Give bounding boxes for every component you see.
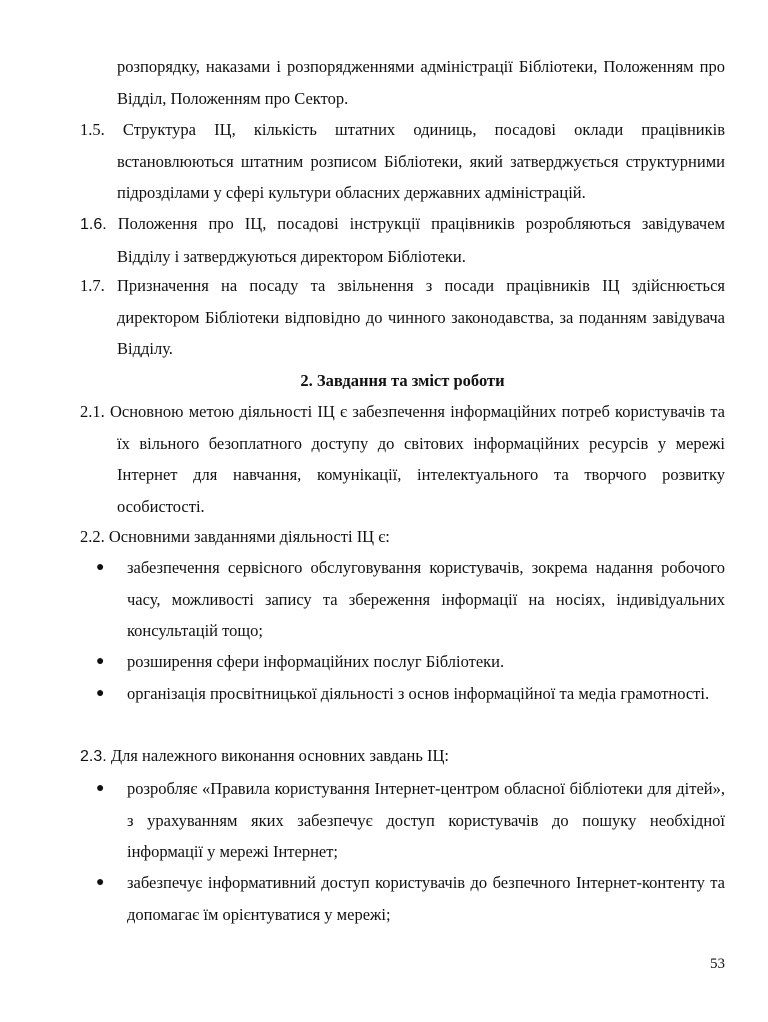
list-item-text: забезпечує інформативний доступ користувачів до безпечного Інтернет-контенту та допомагає їм орієнтуватися у мережі; xyxy=(127,873,725,924)
paragraph-2-1: 2.1. Основною метою діяльності ІЦ є забезпечення інформаційних потреб користувачів та їх вільного безоплатного доступу до світових інформаційних ресурсів у мережі Інтернет для навчання, комунікації, інтелектуального та творчого розвитку особистості. xyxy=(80,402,725,516)
paragraph-2-3-text: Для належного виконання основних завдань ІЦ: xyxy=(110,746,449,765)
paragraph-2-2: 2.2. Основними завданнями діяльності ІЦ є: xyxy=(80,527,390,546)
list-item xyxy=(96,552,725,647)
bullet-icon: ● xyxy=(96,875,105,890)
paragraph-intro: розпорядку, наказами і розпорядженнями адміністрації Бібліотеки, Положенням про Відділ, Положенням про Сектор. xyxy=(117,57,725,108)
list-item xyxy=(96,867,725,930)
list-item xyxy=(96,646,725,678)
section-2-heading: 2. Завдання та зміст роботи xyxy=(300,371,505,390)
bullet-icon: ● xyxy=(96,560,105,575)
list-item-text: організація просвітницької діяльності з основ інформаційної та медіа грамотності. xyxy=(127,684,710,703)
paragraph-2-3 xyxy=(80,740,725,773)
paragraph-2-3-number: 2.3. xyxy=(80,748,107,765)
list-item-text: розширення сфери інформаційних послуг Бібліотеки. xyxy=(127,652,505,671)
page-number: 53 xyxy=(710,956,725,972)
bullet-icon: ● xyxy=(96,654,105,669)
list-item-text: забезпечення сервісного обслуговування користувачів, зокрема надання робочого часу, можливості запису та збереження інформації на носіях, індивідуальних консультацій тощо; xyxy=(127,558,725,640)
list-item xyxy=(96,773,725,868)
bullet-icon: ● xyxy=(96,781,105,796)
list-item-text: розробляє «Правила користування Інтернет-центром обласної бібліотеки для дітей», з урахуванням яких забезпечує доступ користувачів до пошуку необхідної інформації у мережі Інтернет; xyxy=(127,779,725,861)
paragraph-1-5: 1.5. Структура ІЦ, кількість штатних одиниць, посадові оклади працівників встановлюються штатним розписом Бібліотеки, який затверджується структурними підрозділами у сфері культури обласних державних адміністрацій. xyxy=(80,120,725,202)
paragraph-1-6 xyxy=(80,208,725,272)
list-item xyxy=(96,678,725,710)
bullet-icon: ● xyxy=(96,686,105,701)
paragraph-1-6-number: 1.6. xyxy=(80,216,107,233)
paragraph-1-7: 1.7. Призначення на посаду та звільнення з посади працівників ІЦ здійснюється директором Бібліотеки відповідно до чинного законодавства, за поданням завідувача Відділу. xyxy=(80,276,725,358)
paragraph-1-6-text: Положення про ІЦ, посадові інструкції працівників розробляються завідувачем Відділу і затверджуються директором Бібліотеки. xyxy=(117,214,725,266)
